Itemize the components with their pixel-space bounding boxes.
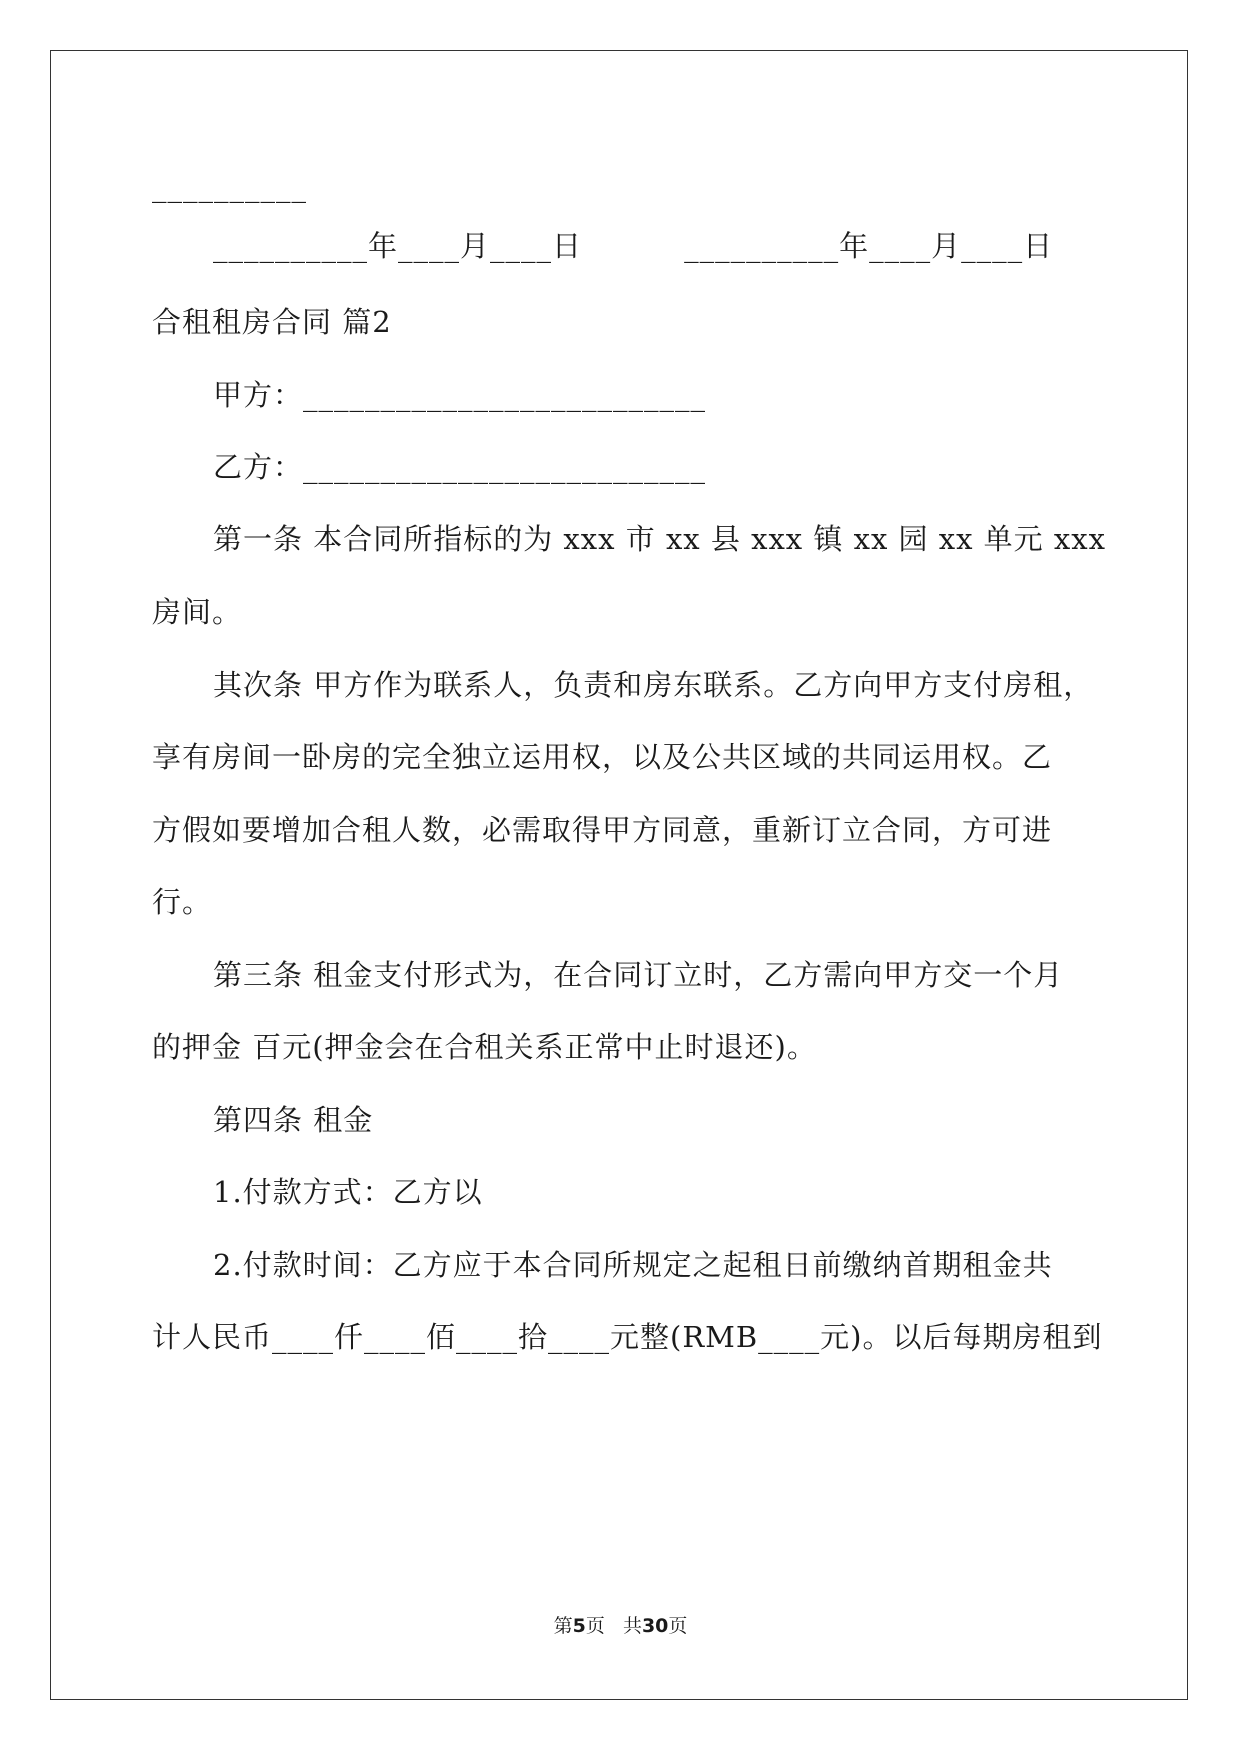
article-2-line-3: 方假如要增加合租人数，必需取得甲方同意，重新订立合同，方可进 <box>152 813 1053 847</box>
article-1-line-2: 房间。 <box>152 595 243 629</box>
article-2-line-1: 其次条 甲方作为联系人，负责和房东联系。乙方向甲方支付房租， <box>213 668 1094 702</box>
article-2-line-4: 行。 <box>152 885 213 919</box>
page-border <box>50 50 1188 1700</box>
footer-prefix: 第 <box>553 1615 573 1637</box>
page-footer <box>0 1614 1241 1638</box>
party-a-line: 甲方：__________________________ <box>213 378 707 412</box>
article-4-heading: 第四条 租金 <box>213 1103 374 1137</box>
payment-method-line: 1.付款方式：乙方以 <box>213 1175 483 1209</box>
total-page-count: 30 <box>641 1615 669 1637</box>
article-1-line-1: 第一条 本合同所指标的为 xxx 市 xx 县 xxx 镇 xx 园 xx 单元 xxx <box>213 522 1106 556</box>
signature-date-line: __________年____月____日 __________年____月____日 <box>213 229 1054 263</box>
current-page-number: 5 <box>572 1615 586 1637</box>
article-2-line-2: 享有房间一卧房的完全独立运用权，以及公共区域的共同运用权。乙 <box>152 740 1053 774</box>
payment-time-line-2: 计人民币____仟____佰____拾____元整(RMB____元)。以后每期房租到 <box>152 1320 1103 1354</box>
article-3-line-1: 第三条 租金支付形式为，在合同订立时，乙方需向甲方交一个月 <box>213 958 1064 992</box>
signature-blank-line: __________ <box>152 169 307 203</box>
section-heading: 合租租房合同 篇2 <box>152 305 392 339</box>
footer-middle: 页 共 <box>585 1615 642 1637</box>
footer-suffix: 页 <box>668 1615 688 1637</box>
article-3-line-2: 的押金 百元(押金会在合租关系正常中止时退还)。 <box>152 1030 817 1064</box>
payment-time-line-1: 2.付款时间：乙方应于本合同所规定之起租日前缴纳首期租金共 <box>213 1248 1053 1282</box>
party-b-line: 乙方：__________________________ <box>213 450 707 484</box>
